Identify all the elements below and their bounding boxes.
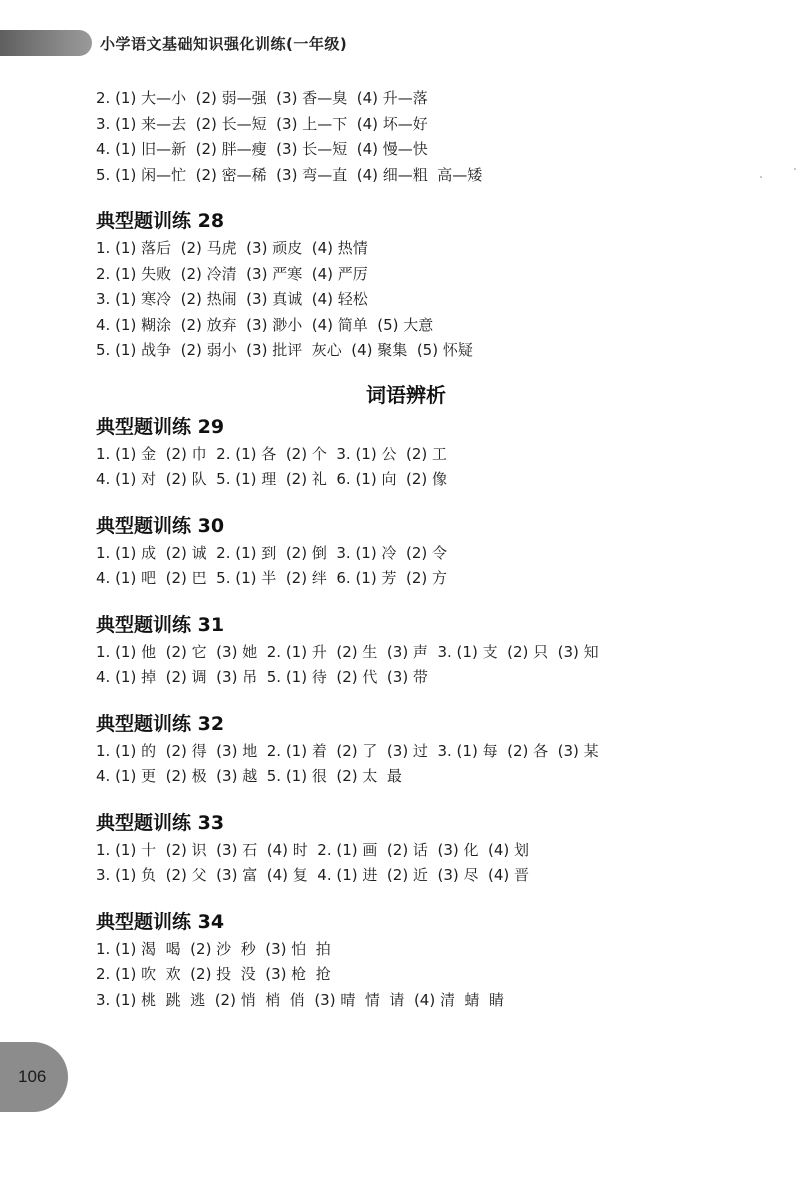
answer-line: 1. (1) 成 (2) 诚 2. (1) 到 (2) 倒 3. (1) 冷 (2) 令 <box>96 543 448 562</box>
section-title: 典型题训练 29 <box>96 415 225 438</box>
answer-line: 3. (1) 来—去 (2) 长—短 (3) 上—下 (4) 坏—好 <box>96 114 428 133</box>
answer-line: 3. (1) 寒冷 (2) 热闹 (3) 真诚 (4) 轻松 <box>96 290 368 308</box>
answer-line: 4. (1) 旧—新 (2) 胖—瘦 (3) 长—短 (4) 慢—快 <box>96 140 428 158</box>
scan-speck <box>794 168 796 170</box>
answer-line: 2. (1) 大—小 (2) 弱—强 (3) 香—臭 (4) 升—落 <box>96 89 428 107</box>
category-title: 词语辨析 <box>366 382 446 407</box>
section-title: 典型题训练 33 <box>96 811 225 834</box>
section-31 <box>96 610 756 691</box>
section-title: 典型题训练 28 <box>96 210 225 232</box>
answer-line: 1. (1) 金 (2) 巾 2. (1) 各 (2) 个 3. (1) 公 (2) 工 <box>96 444 448 463</box>
section-title: 典型题训练 32 <box>96 712 225 735</box>
section-28 <box>96 206 756 364</box>
answer-line: 4. (1) 糊涂 (2) 放弃 (3) 渺小 (4) 简单 (5) 大意 <box>96 315 434 334</box>
section-34 <box>96 907 756 1014</box>
section-32 <box>96 709 756 790</box>
answer-line: 1. (1) 的 (2) 得 (3) 地 2. (1) 着 (2) 了 (3) 过 3. (1) 每 (2) 各 (3) 某 <box>96 741 599 760</box>
answer-line: 5. (1) 战争 (2) 弱小 (3) 批评 灰心 (4) 聚集 (5) 怀疑 <box>96 341 473 359</box>
header-tab-decoration <box>0 30 92 56</box>
section-30 <box>96 511 756 592</box>
answer-line: 5. (1) 闲—忙 (2) 密—稀 (3) 弯—直 (4) 细—粗 高—矮 <box>96 165 483 184</box>
answer-line: 1. (1) 落后 (2) 马虎 (3) 顽皮 (4) 热情 <box>96 239 368 257</box>
section-title: 典型题训练 31 <box>96 613 225 636</box>
page-number: 106 <box>18 1067 47 1086</box>
section-29 <box>96 412 756 493</box>
answer-line: 2. (1) 失败 (2) 冷清 (3) 严寒 (4) 严厉 <box>96 264 368 283</box>
section-title: 典型题训练 34 <box>96 910 225 933</box>
answer-line: 1. (1) 渴 喝 (2) 沙 秒 (3) 怕 拍 <box>96 939 331 958</box>
answer-line: 1. (1) 他 (2) 它 (3) 她 2. (1) 升 (2) 生 (3) 声 3. (1) 支 (2) 只 (3) 知 <box>96 642 599 661</box>
intro-answers <box>96 86 756 188</box>
answer-line: 3. (1) 桃 跳 逃 (2) 悄 梢 俏 (3) 晴 情 请 (4) 清 蜻 睛 <box>96 990 505 1009</box>
answer-line: 2. (1) 吹 欢 (2) 投 没 (3) 枪 抢 <box>96 965 331 983</box>
section-33 <box>96 808 756 889</box>
answer-content <box>96 86 756 1013</box>
running-header-title: 小学语文基础知识强化训练(一年级) <box>100 35 348 53</box>
answer-line: 4. (1) 对 (2) 队 5. (1) 理 (2) 礼 6. (1) 向 (2) 像 <box>96 470 448 488</box>
answer-line: 4. (1) 吧 (2) 巴 5. (1) 半 (2) 绊 6. (1) 芳 (2) 方 <box>96 569 448 587</box>
answer-line: 1. (1) 十 (2) 识 (3) 石 (4) 时 2. (1) 画 (2) 话 (3) 化 (4) 划 <box>96 840 530 859</box>
section-title: 典型题训练 30 <box>96 514 225 537</box>
answer-line: 4. (1) 掉 (2) 调 (3) 吊 5. (1) 待 (2) 代 (3) 带 <box>96 668 428 686</box>
scan-speck <box>760 176 762 178</box>
answer-line: 4. (1) 更 (2) 极 (3) 越 5. (1) 很 (2) 太 最 <box>96 767 402 785</box>
answer-line: 3. (1) 负 (2) 父 (3) 富 (4) 复 4. (1) 进 (2) 近 (3) 尽 (4) 晋 <box>96 866 530 884</box>
